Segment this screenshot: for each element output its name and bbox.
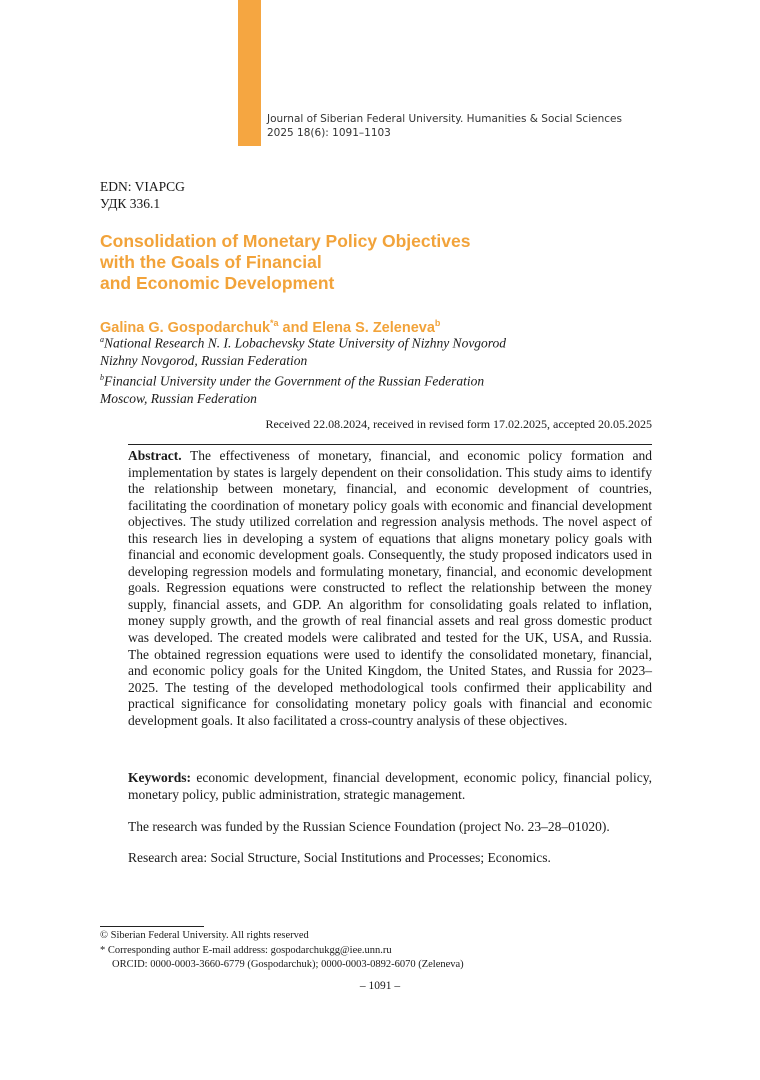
affiliation-2-org-text: Financial University under the Government of the Russian Federation	[104, 373, 485, 389]
copyright-note: © Siberian Federal University. All rights reserved	[100, 930, 309, 941]
abstract-divider	[128, 444, 652, 445]
author-2-mark: b	[434, 318, 441, 328]
keywords	[128, 769, 652, 803]
orcid-note: ORCID: 0000-0003-3660-6779 (Gospodarchuk); 0000-0003-0892-6070 (Zeleneva)	[112, 959, 464, 970]
paper-title	[100, 231, 470, 294]
title-line-1: Consolidation of Monetary Policy Objectives	[100, 231, 471, 251]
journal-header	[267, 112, 622, 140]
affiliation-1-mark: a	[100, 335, 104, 344]
journal-name: Journal of Siberian Federal University. Humanities & Social Sciences	[267, 113, 622, 125]
keywords-text: economic development, financial development, economic policy, financial policy, monetary policy, public administration, strategic management.	[128, 770, 653, 802]
footnotes	[100, 929, 464, 973]
affiliation-2-mark: b	[100, 373, 104, 383]
received-dates: Received 22.08.2024, received in revised form 17.02.2025, accepted 20.05.2025	[265, 417, 652, 431]
page-number: – 1091 –	[359, 980, 401, 992]
funding-note: The research was funded by the Russian Science Foundation (project No. 23–28–01020).	[128, 819, 610, 834]
abstract	[128, 448, 652, 729]
edn-code: EDN: VIAPCG	[100, 179, 185, 194]
keywords-label: Keywords:	[128, 770, 191, 785]
affiliation-1-city: Nizhny Novgorod, Russian Federation	[100, 352, 308, 368]
abstract-text: The effectiveness of monetary, financial, and economic policy formation and implementation by states is largely dependent on their consolidation. This study aims to identify the relationship between monetary, financial, and economic development of countries, facilitating the coordination of monetary policy goals with economic and financial development objectives. The study utilized correlation and regression analysis methods. The novel aspect of this research lies in developing a system of equations that aligns monetary policy goals with financial and economic development goals. Consequently, the study proposed indicators used in developing regression models and formulating monetary, financial, and economic development goals. Regression equations were constructed to reflect the relationship between the money supply, financial assets, and GDP. An algorithm for consolidating goals related to inflation, money supply growth, and the growth of real financial assets and real gross domestic product was developed. The created models were calibrated and tested for the UK, USA, and Russia. The obtained regression equations were used to identify the consolidated monetary, financial, and economic policy goals for the United Kingdom, the United States, and Russia for 2023–2025. The testing of the developed methodological tools confirmed their applicability and practical significance for consolidating monetary policy goals with financial and economic development goals. It also facilitated a cross-country analysis of these objectives.	[128, 448, 652, 728]
identifiers	[100, 178, 185, 212]
author-1: Galina G. Gospodarchuk	[100, 319, 271, 336]
author-1-mark: *a	[270, 318, 279, 328]
udk-code: УДК 336.1	[100, 196, 161, 211]
affiliation-2-city: Moscow, Russian Federation	[100, 390, 257, 406]
research-area: Research area: Social Structure, Social Institutions and Processes; Economics.	[128, 850, 551, 865]
affiliation-1-org	[100, 331, 506, 352]
journal-accent-bar	[238, 0, 261, 146]
corresponding-author-note: * Corresponding author E-mail address: gospodarchukgg@iee.unn.ru	[100, 944, 392, 956]
footnote-divider	[100, 926, 204, 927]
title-line-2: with the Goals of Financial	[100, 252, 322, 272]
affiliations	[100, 331, 506, 407]
journal-issue: 2025 18(6): 1091–1103	[267, 127, 391, 139]
affiliation-1-org-text: National Research N. I. Lobachevsky State University of Nizhny Novgorod	[104, 335, 507, 351]
abstract-label: Abstract.	[128, 448, 182, 463]
title-line-3: and Economic Development	[100, 273, 335, 293]
author-joiner: and	[278, 319, 313, 336]
author-2: Elena S. Zeleneva	[312, 319, 435, 336]
affiliation-2-org	[100, 369, 506, 390]
